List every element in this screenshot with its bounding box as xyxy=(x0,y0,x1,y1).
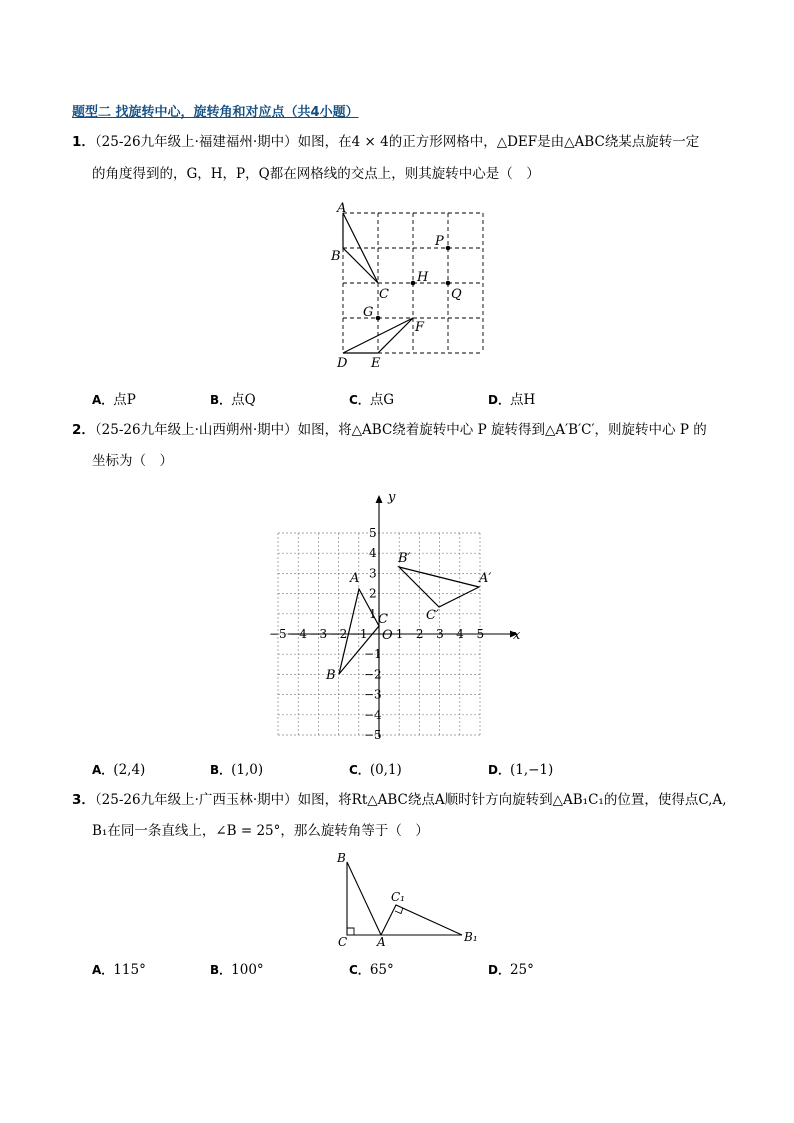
label-a-prime: A′ xyxy=(479,571,492,586)
label-b: B xyxy=(337,851,346,865)
q2-option-b[interactable]: B．(1,0) xyxy=(210,762,264,778)
point-h xyxy=(411,281,416,286)
label-p: P xyxy=(435,234,444,249)
question-1-line2: 的角度得到的，G，H，P，Q都在网格线的交点上，则其旋转中心是（ ） xyxy=(92,166,540,182)
x-tick-label: 3 xyxy=(436,627,444,641)
x-tick-label: −1 xyxy=(349,627,368,641)
label-b1: B₁ xyxy=(464,930,478,944)
label-b: B xyxy=(326,668,336,683)
y-tick-label: 5 xyxy=(369,526,377,540)
question-3-line1 xyxy=(72,791,727,809)
axes xyxy=(288,495,518,737)
question-2-line1 xyxy=(72,421,707,439)
x-tick-label: −3 xyxy=(309,627,328,641)
q1-option-c[interactable]: C．点G xyxy=(349,392,395,408)
triangle-abc-prime xyxy=(399,567,479,607)
label-c: C xyxy=(378,612,388,627)
label-h: H xyxy=(417,270,429,285)
question-number: 3． xyxy=(72,792,95,808)
label-a: A xyxy=(377,935,386,949)
question-2-figure xyxy=(269,485,530,742)
q1-option-d[interactable]: D．点H xyxy=(488,392,536,408)
q2-option-d[interactable]: D．(1,−1) xyxy=(488,762,554,778)
label-a: A xyxy=(337,201,347,216)
triangle-abc xyxy=(347,862,381,935)
label-b: B xyxy=(331,249,341,264)
question-3-figure xyxy=(330,848,490,950)
right-angle-c1 xyxy=(395,908,403,914)
q1-option-b[interactable]: B．点Q xyxy=(210,392,256,408)
x-tick-label: 2 xyxy=(415,627,424,641)
q3-option-b[interactable]: B．100° xyxy=(210,962,264,978)
point-g xyxy=(376,316,381,321)
label-a: A xyxy=(350,571,360,586)
y-tick-label: 4 xyxy=(369,546,377,561)
label-d: D xyxy=(337,356,348,371)
triangle-ab1c1 xyxy=(347,905,462,935)
label-c: C xyxy=(338,935,348,949)
question-number: 2． xyxy=(72,422,95,438)
label-e: E xyxy=(371,356,381,371)
y-tick-label: −1 xyxy=(364,647,382,662)
point-p xyxy=(446,246,451,251)
q2-option-a[interactable]: A．(2,4) xyxy=(92,762,146,778)
right-angle-c xyxy=(347,928,354,935)
x-tick-label: −5 xyxy=(269,627,287,641)
x-tick-label: 5 xyxy=(476,627,485,641)
question-text: （25-26九年级上·福建福州·期中）如图，在4 × 4的正方形网格中，△DEF是由△ABC绕某点旋转一定 xyxy=(94,134,700,150)
label-c1: C₁ xyxy=(391,890,405,904)
question-text: （25-26九年级上·广西玉林·期中）如图，将Rt△ABC绕点A顺时针方向旋转到△AB₁C₁的位置，使得点C,A, xyxy=(94,792,727,808)
q3-option-d[interactable]: D．25° xyxy=(488,962,534,978)
q3-option-a[interactable]: A．115° xyxy=(92,962,146,978)
label-c-prime: C′ xyxy=(426,608,439,623)
q3-option-c[interactable]: C．65° xyxy=(349,962,394,978)
x-tick-label: −2 xyxy=(329,627,348,641)
label-g: G xyxy=(363,305,374,320)
question-text: （25-26九年级上·山西朔州·期中）如图，将△ABC绕着旋转中心 P 旋转得到△A′B′C′，则旋转中心 P 的 xyxy=(94,422,707,438)
y-tick-label: −2 xyxy=(364,667,382,682)
label-c: C xyxy=(379,287,389,302)
section-title: 题型二 找旋转中心，旋转角和对应点（共4小题） xyxy=(72,105,359,120)
label-y-axis: y xyxy=(388,490,396,505)
question-1-figure xyxy=(325,198,495,370)
y-tick-label: 1 xyxy=(369,606,377,621)
q2-option-c[interactable]: C．(0,1) xyxy=(349,762,402,778)
label-x-axis: x xyxy=(513,628,521,643)
y-tick-label: −3 xyxy=(364,687,382,702)
question-2-line2: 坐标为（ ） xyxy=(92,453,173,469)
question-number: 1． xyxy=(72,134,95,150)
point-q xyxy=(446,281,451,286)
label-f: F xyxy=(415,320,425,335)
x-tick-label: −4 xyxy=(289,627,307,641)
y-tick-label: 2 xyxy=(369,586,377,601)
label-q: Q xyxy=(451,287,462,302)
label-origin: O xyxy=(382,628,393,643)
y-tick-label: 3 xyxy=(369,566,377,581)
q1-option-a[interactable]: A．点P xyxy=(92,392,136,408)
y-tick-label: −4 xyxy=(364,707,382,722)
x-tick-label: 4 xyxy=(456,627,464,641)
y-tick-label: −5 xyxy=(364,728,382,742)
question-1-line1 xyxy=(72,133,699,151)
label-b-prime: B′ xyxy=(398,551,411,566)
question-3-line2: B₁在同一条直线上，∠B = 25°，那么旋转角等于（ ） xyxy=(92,823,429,839)
x-tick-label: 1 xyxy=(395,627,404,641)
